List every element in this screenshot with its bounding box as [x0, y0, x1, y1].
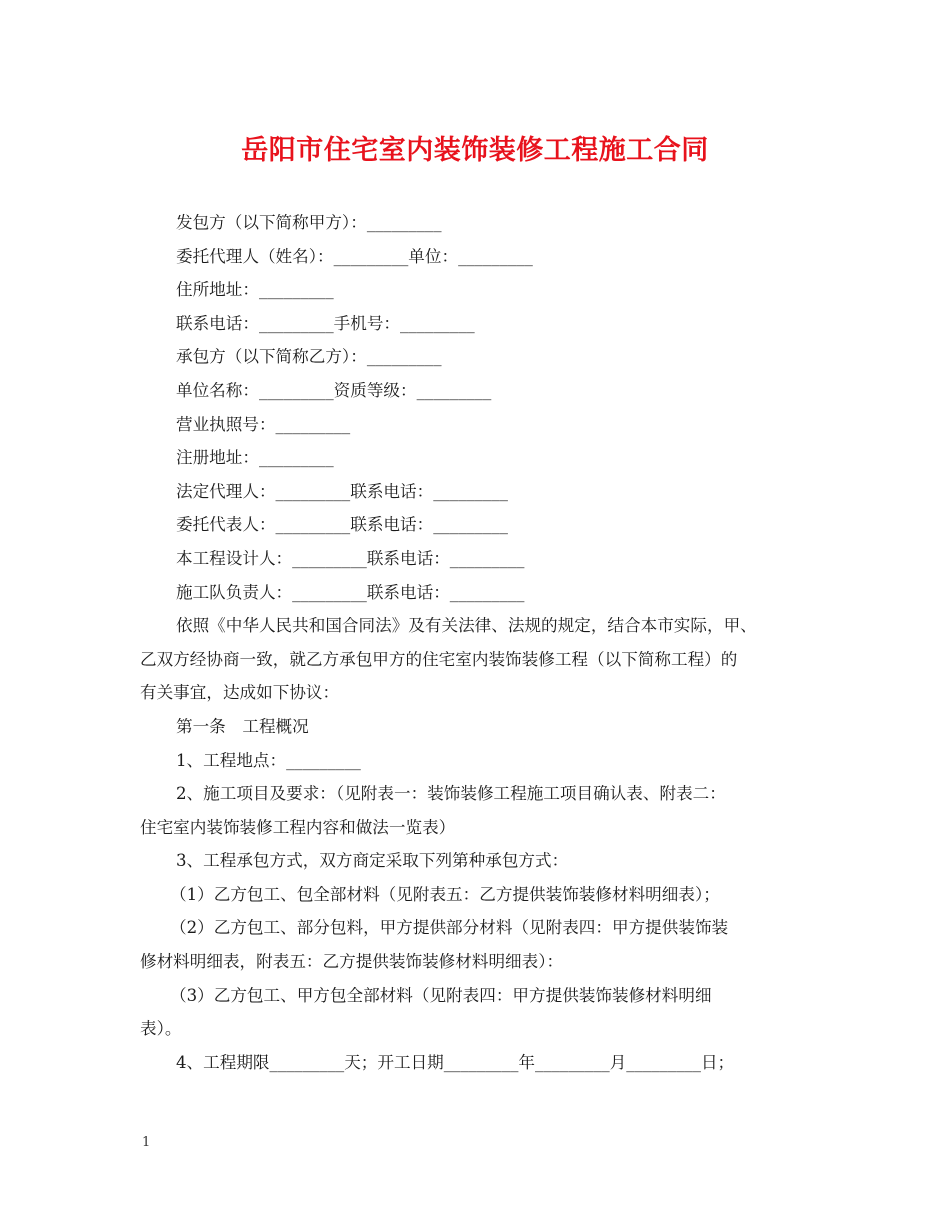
text-line: 联系电话：_________手机号：_________	[176, 313, 475, 333]
text-line: 乙双方经协商一致，就乙方承包甲方的住宅室内装饰装修工程（以下简称工程）的	[140, 649, 738, 669]
text-line: 注册地址：_________	[176, 448, 334, 468]
text-line: 本工程设计人：_________联系电话：_________	[176, 548, 525, 568]
text-line: 发包方（以下简称甲方）：_________	[176, 213, 442, 232]
text-line: 4、工程期限_________天；开工日期_________年_________月_________日；	[176, 1052, 735, 1072]
text-line: 3、工程承包方式，双方商定采取下列第种承包方式：	[176, 851, 569, 871]
text-line: 有关事宜，达成如下协议：	[140, 683, 340, 703]
text-line: 修材料明细表，附表五：乙方提供装饰装修材料明细表）：	[140, 952, 564, 972]
text-line: 1、工程地点：_________	[176, 750, 361, 770]
text-line: 住宅室内装饰装修工程内容和做法一览表）	[140, 817, 456, 837]
page-number: 1	[142, 1135, 151, 1150]
text-line: 委托代理人（姓名）：_________单位：_________	[176, 246, 533, 266]
text-line: 承包方（以下简称乙方）：_________	[176, 347, 442, 367]
text-line: 住所地址：_________	[176, 280, 334, 300]
text-line: （1）乙方包工、包全部材料（见附表五：乙方提供装饰装修材料明细表）；	[170, 884, 720, 904]
document-body	[140, 206, 820, 1079]
text-line: 法定代理人：_________联系电话：_________	[176, 481, 508, 501]
text-line: 依照《中华人民共和国合同法》及有关法律、法规的规定，结合本市实际，甲、	[176, 616, 757, 636]
text-line: 表）。	[140, 1019, 182, 1039]
text-line: 单位名称：_________资质等级：_________	[176, 380, 492, 400]
section-heading: 第一条 工程概况	[176, 716, 309, 736]
document-title: 岳阳市住宅室内装饰装修工程施工合同	[241, 135, 709, 166]
text-line: 委托代表人：_________联系电话：_________	[176, 515, 508, 535]
text-line: （3）乙方包工、甲方包全部材料（见附表四：甲方提供装饰装修材料明细	[170, 985, 712, 1005]
text-line: （2）乙方包工、部分包料，甲方提供部分材料（见附表四：甲方提供装饰装	[170, 918, 729, 938]
text-line: 2、施工项目及要求：（见附表一：装饰装修工程施工项目确认表、附表二：	[176, 784, 726, 804]
text-line: 施工队负责人：_________联系电话：_________	[176, 582, 525, 602]
text-line: 营业执照号：_________	[176, 414, 351, 434]
